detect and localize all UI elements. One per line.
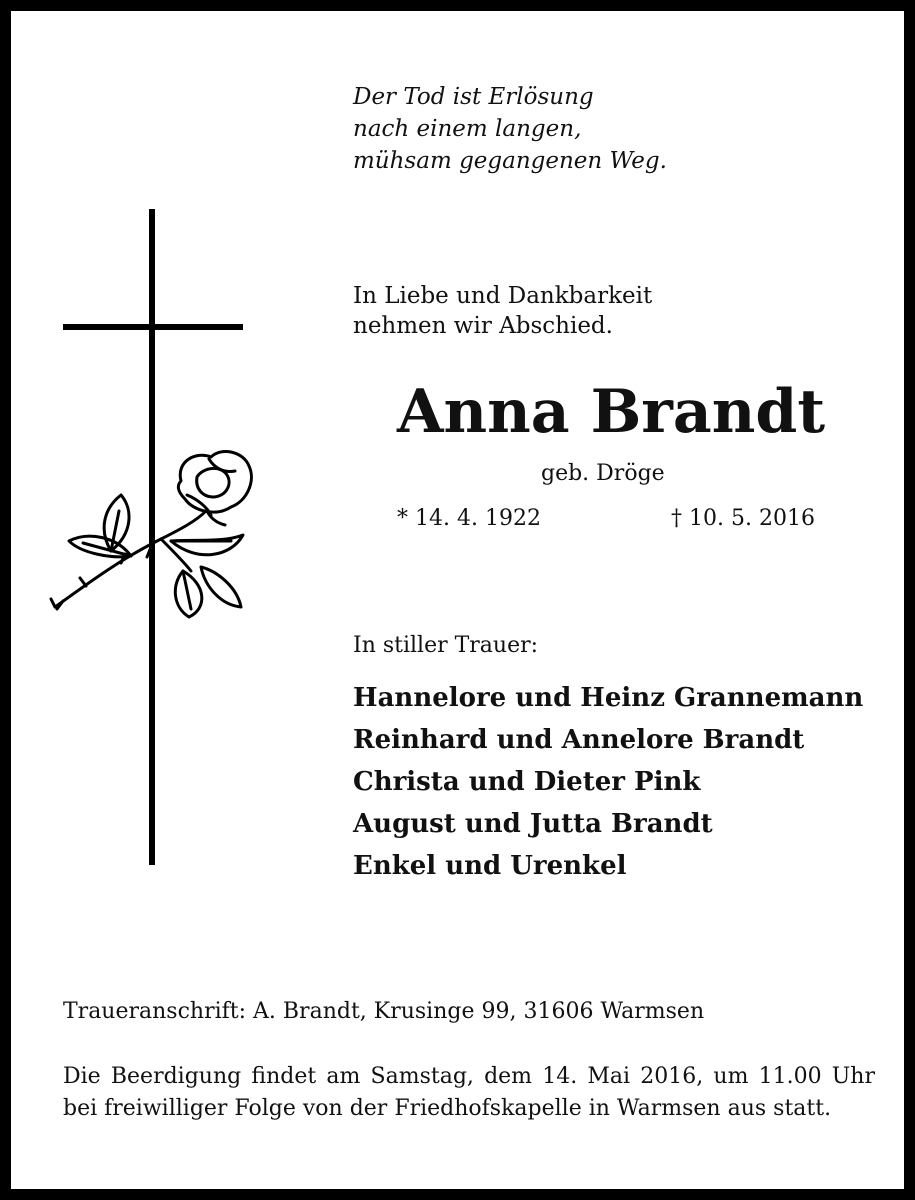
death-date: † 10. 5. 2016 (671, 506, 815, 531)
survivor-entry: Reinhard und Annelore Brandt (353, 725, 805, 755)
motto (353, 81, 667, 177)
funeral-notice: Die Beerdigung findet am Samstag, dem 14. Mai 2016, um 11.00 Uhr bei freiwilliger Folge von der Friedhofskapelle in Warmsen aus statt. (63, 1064, 875, 1121)
mourning-label: In stiller Trauer: (353, 633, 539, 658)
mourning-address: Traueranschrift: A. Brandt, Krusinge 99, 31606 Warmsen (63, 999, 705, 1024)
intro-line: nehmen wir Abschied. (353, 313, 613, 339)
birth-date: * 14. 4. 1922 (397, 506, 541, 531)
motto-line: Der Tod ist Erlösung (353, 84, 594, 110)
deceased-name: Anna Brandt (397, 377, 826, 447)
survivor-entry: Hannelore und Heinz Grannemann (353, 683, 864, 713)
survivor-entry: Christa und Dieter Pink (353, 767, 701, 797)
farewell-intro (353, 281, 652, 341)
motto-line: nach einem langen, (353, 116, 582, 142)
survivor-entry: August und Jutta Brandt (353, 809, 713, 839)
maiden-name: geb. Dröge (541, 461, 665, 486)
intro-line: In Liebe und Dankbarkeit (353, 283, 653, 309)
motto-line: mühsam gegangenen Weg. (353, 148, 667, 174)
survivor-entry: Enkel und Urenkel (353, 851, 627, 881)
survivors-list (353, 677, 863, 887)
